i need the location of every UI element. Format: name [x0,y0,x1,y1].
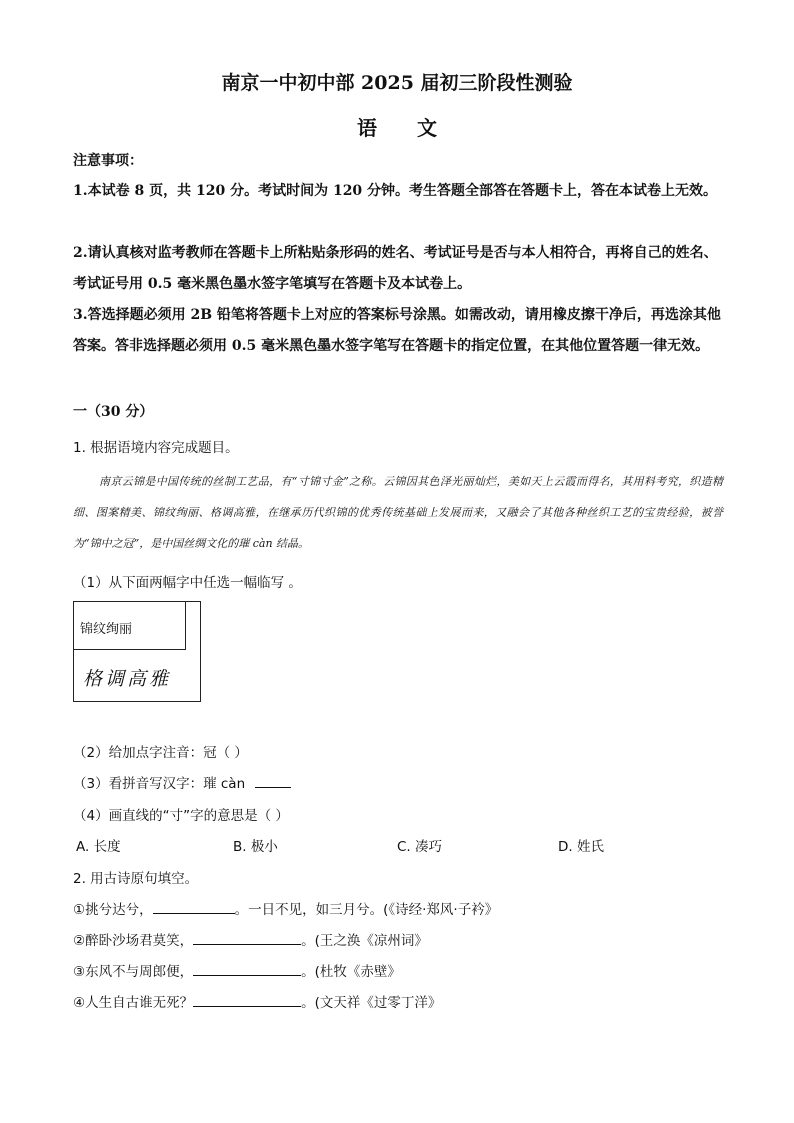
poem-line-4-end: 。(文天祥《过零丁洋》 [301,995,442,1011]
notice-item-2: 2.请认真核对监考教师在答题卡上所粘贴条形码的姓名、考试证号是否与本人相符合，再将自己的姓名、考试证号用 0.5 毫米黑色墨水签字笔填写在答题卡及本试卷上。 [73,245,718,292]
sub-question-4: （4）画直线的“寸”字的意思是（ ） [73,808,289,824]
sub-question-3-text: （3）看拼音写汉字：璀 càn [73,776,246,792]
passage-text: 南京云锦是中国传统的丝制工艺品，有“寸锦寸金”之称。云锦因其色泽光丽灿烂，美如天上云霞而得名，其用料考究，织造精细、图案精美、锦纹绚丽、格调高雅，在继承历代织锦的优秀传统基础上发展而来，又融会了其他各种丝织工艺的宝贵经验，被誉为“锦中之冠”，是中国丝绸文化的璀 càn 结晶。 [73,475,723,550]
notice-item-1: 1.本试卷 8 页，共 120 分。考试时间为 120 分钟。考生答题全部答在答题卡上，答在本试卷上无效。 [73,183,718,199]
answer-blank[interactable] [255,773,291,788]
sub-question-3 [73,772,291,792]
poem-line-4-start: ④人生自古谁无死？ [73,995,194,1011]
question-2-prompt: 2. 用古诗原句填空。 [73,871,199,887]
answer-blank[interactable] [193,992,301,1007]
option-b: B. 极小 [233,839,278,855]
section-heading: 一（30 分） [73,404,154,420]
option-d: D. 姓氏 [558,839,604,855]
poem-line-1-end: 。一日不见，如三月兮。(《诗经·郑风·子衿》 [234,902,499,918]
exam-title: 南京一中初中部 2025 届初三阶段性测验 [221,72,573,94]
poem-line-2-end: 。(王之涣《凉州词》 [301,933,428,949]
poem-line-1 [73,898,498,918]
calligraphy-box [73,601,201,702]
passage [73,466,723,559]
poem-line-3-end: 。(杜牧《赤壁》 [301,964,401,980]
poem-line-3-start: ③东风不与周郎便， [73,964,194,980]
calligraphy-sample-1 [74,602,186,650]
poem-line-3 [73,960,401,980]
calligraphy-sample-2-text: 格调高雅 [83,668,172,690]
answer-blank[interactable] [153,899,235,914]
subject-title: 语文 [357,116,477,140]
notice-item-3: 3.答选择题必须用 2B 铅笔将答题卡上对应的答案标号涂黑。如需改动，请用橡皮擦干净后，再选涂其他答案。答非选择题必须用 0.5 毫米黑色墨水签字笔写在答题卡的指定位置，在其他位置答题一律无效。 [73,307,721,354]
option-c: C. 凑巧 [397,839,443,855]
poem-line-4 [73,991,441,1011]
calligraphy-sample-2 [74,650,200,701]
poem-line-2-start: ②醉卧沙场君莫笑， [73,933,194,949]
calligraphy-sample-1-text: 锦纹绚丽 [80,622,133,637]
option-a: A. 长度 [76,839,121,855]
poem-line-1-start: ①挑兮达兮， [73,902,153,918]
sub-question-1: （1）从下面两幅字中任选一幅临写 。 [73,575,302,591]
notice-heading: 注意事项： [73,153,143,169]
question-1-prompt: 1. 根据语境内容完成题目。 [73,440,239,456]
answer-blank[interactable] [193,930,301,945]
poem-line-2 [73,929,428,949]
sub-question-2: （2）给加点字注音：冠（ ） [73,745,248,761]
answer-blank[interactable] [193,961,301,976]
